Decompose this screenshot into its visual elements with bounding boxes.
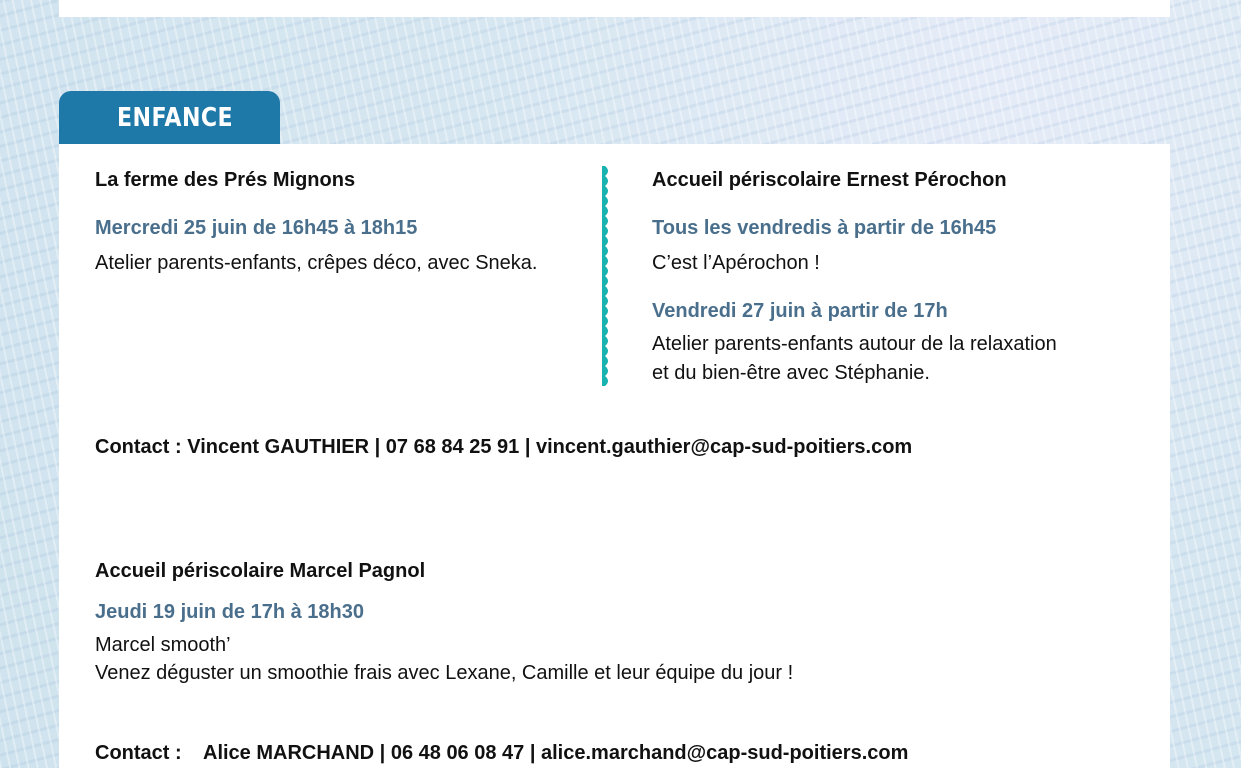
section-tab-label: ENFANCE [117, 103, 234, 133]
perochon-description-line1: Atelier parents-enfants autour de la relaxation [652, 333, 1057, 355]
perochon-date-event: Vendredi 27 juin à partir de 17h [652, 300, 948, 322]
ferme-description: Atelier parents-enfants, crêpes déco, avec Sneka. [95, 252, 538, 274]
perochon-description-weekly: C’est l’Apérochon ! [652, 252, 820, 274]
pagnol-date: Jeudi 19 juin de 17h à 18h30 [95, 601, 365, 623]
wavy-divider [602, 166, 612, 386]
section-tab [59, 91, 280, 144]
ferme-date: Mercredi 25 juin de 16h45 à 18h15 [95, 217, 418, 239]
pagnol-description-line1: Marcel smooth’ [95, 634, 231, 656]
ferme-title: La ferme des Prés Mignons [95, 169, 356, 191]
pagnol-description-line2: Venez déguster un smoothie frais avec Lexane, Camille et leur équipe du jour ! [95, 662, 794, 684]
contact-alice: Alice MARCHAND | 06 48 06 08 47 | alice.marchand@cap-sud-poitiers.com [203, 742, 909, 764]
enfance-card [59, 144, 1170, 768]
contact-vincent: Contact : Vincent GAUTHIER | 07 68 84 25 91 | vincent.gauthier@cap-sud-poitiers.com [95, 436, 913, 458]
contact-alice-label: Contact : [95, 742, 182, 764]
previous-section-card [59, 0, 1170, 17]
perochon-title: Accueil périscolaire Ernest Pérochon [652, 169, 1007, 191]
perochon-description-line2: et du bien-être avec Stéphanie. [652, 362, 930, 384]
perochon-date-weekly: Tous les vendredis à partir de 16h45 [652, 217, 997, 239]
wavy-divider-shape [602, 166, 608, 386]
pagnol-title: Accueil périscolaire Marcel Pagnol [95, 560, 426, 582]
